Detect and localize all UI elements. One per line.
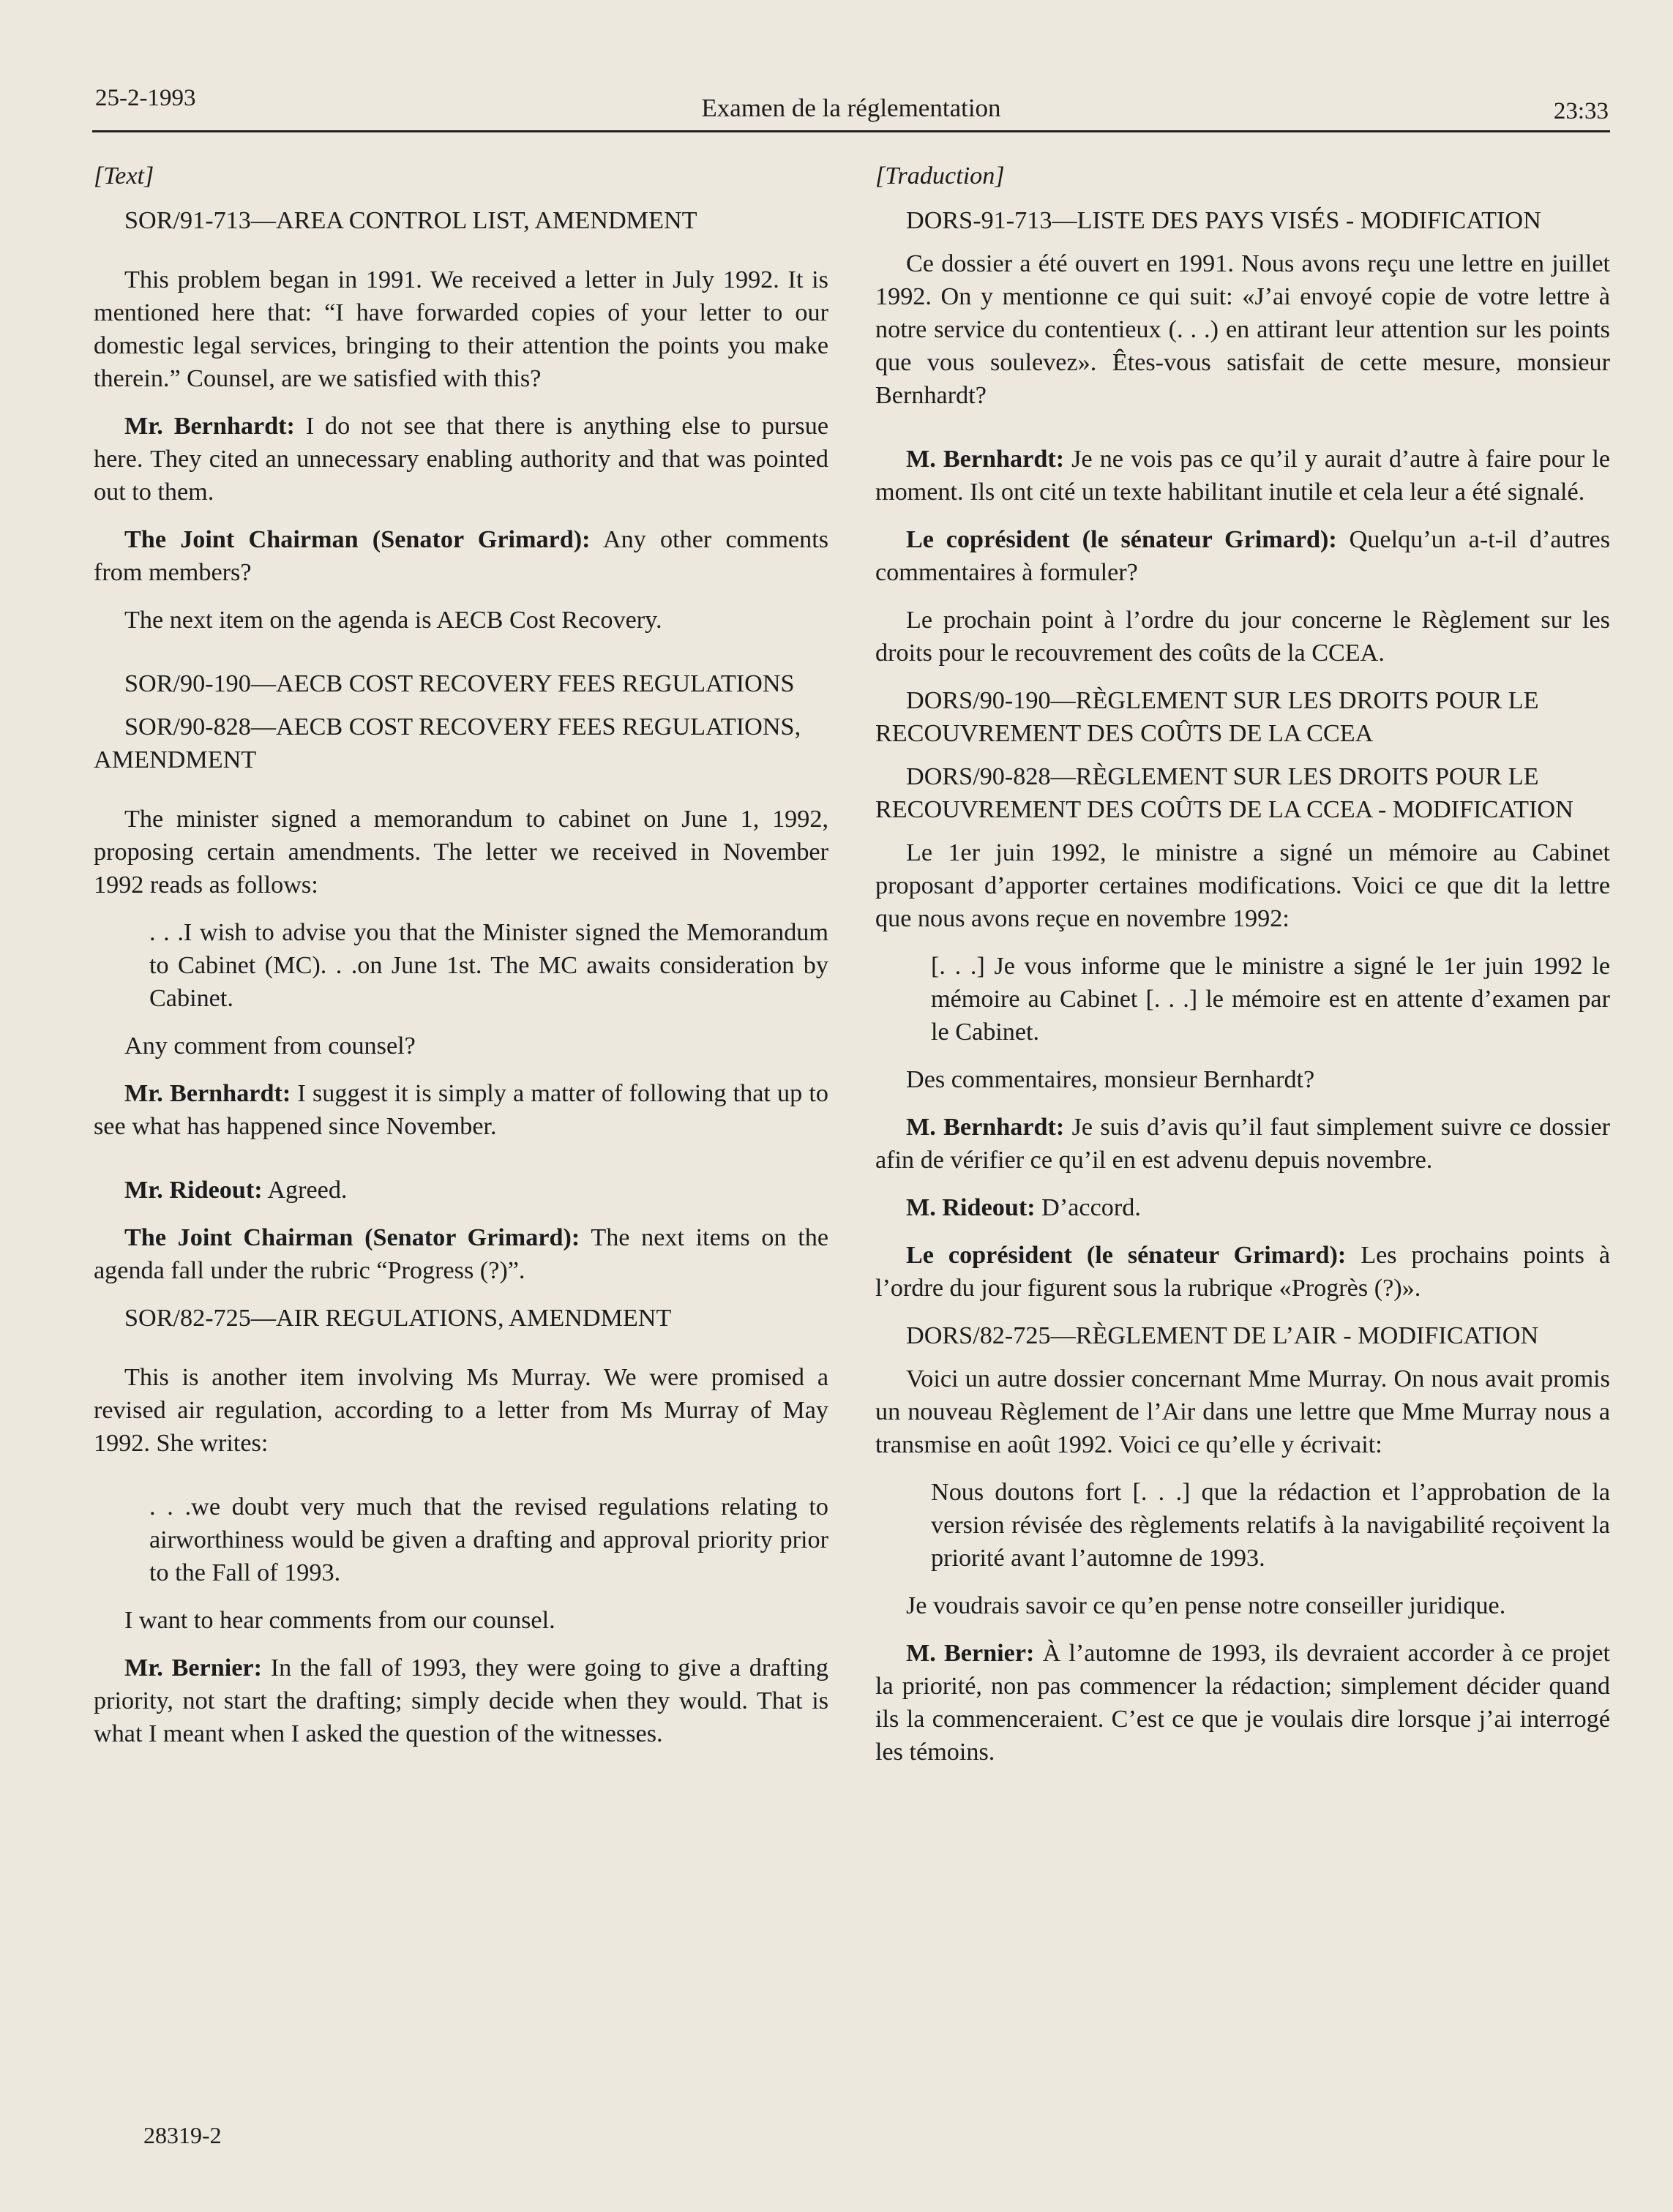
speaker-name: Mr. Bernhardt: (124, 1080, 291, 1107)
header-page-number: 23:33 (1553, 98, 1609, 124)
paragraph (875, 1637, 1610, 1769)
section-heading: SOR/90-828—AECB COST RECOVERY FEES REGULATIONS, AMENDMENT (94, 713, 801, 773)
section-heading: DORS/90-828—RÈGLEMENT SUR LES DROITS POUR LE RECOUVREMENT DES COÛTS DE LA CCEA - MODIFICATION (875, 763, 1573, 823)
text-tag: [Text] (94, 162, 154, 190)
paragraph: Le prochain point à l’ordre du jour concerne le Règlement sur les droits pour le recouvrement des coûts de la CCEA. (875, 607, 1610, 667)
speaker-name: M. Rideout: (906, 1194, 1036, 1221)
section-heading: DORS/90-190—RÈGLEMENT SUR LES DROITS POUR LE RECOUVREMENT DES COÛTS DE LA CCEA (875, 687, 1539, 747)
speech-text: Any other comments from members? (94, 526, 829, 586)
speaker-name: M. Bernhardt: (906, 1114, 1065, 1141)
paragraph: The next item on the agenda is AECB Cost Recovery. (124, 607, 662, 634)
speech-text: I suggest it is simply a matter of following that up to see what has happened since November. (94, 1080, 829, 1140)
paragraph (94, 410, 828, 509)
paragraph (875, 1191, 1610, 1224)
paragraph (94, 1651, 828, 1750)
speaker-name: Mr. Rideout: (124, 1177, 263, 1204)
paragraph: Je voudrais savoir ce qu’en pense notre conseiller juridique. (906, 1592, 1506, 1619)
speaker-name: The Joint Chairman (Senator Grimard): (124, 1224, 580, 1251)
speaker-name: The Joint Chairman (Senator Grimard): (124, 526, 591, 553)
speech-text: À l’automne de 1993, ils devraient accorder à ce projet la priorité, non pas commencer la rédaction; simplement décider quand ils la commenceraient. C’est ce que je voulais dire lorsque j’ai interrogé les témoins. (875, 1640, 1610, 1766)
block-quote: . . .we doubt very much that the revised regulations relating to airworthiness would be given a drafting and approval priority prior to the Fall of 1993. (149, 1493, 828, 1586)
paragraph (94, 1077, 828, 1143)
speaker-name: Mr. Bernhardt: (124, 413, 295, 440)
speaker-name: M. Bernhardt: (906, 446, 1065, 473)
paragraph: Ce dossier a été ouvert en 1991. Nous avons reçu une lettre en juillet 1992. On y mentionne ce qui suit: «J’ai envoyé copie de votre lettre à notre service du contentieux (. . .) en attirant leur attention sur les points que vous soulevez». Êtes-vous satisfait de cette mesure, monsieur Bernhardt? (875, 250, 1610, 409)
speaker-name: Le coprésident (le sénateur Grimard): (906, 1242, 1347, 1269)
paragraph (875, 443, 1610, 509)
section-heading: SOR/91-713—AREA CONTROL LIST, AMENDMENT (124, 207, 697, 234)
speech-text: D’accord. (1035, 1194, 1141, 1221)
speech-text: Les prochains points à l’ordre du jour figurent sous la rubrique «Progrès (?)». (875, 1242, 1610, 1302)
header-date: 25-2-1993 (95, 85, 196, 111)
block-quote: [. . .] Je vous informe que le ministre a signé le 1er juin 1992 le mémoire au Cabinet [. . .] le mémoire est en attente d’examen par le Cabinet. (931, 953, 1610, 1046)
paragraph (875, 1239, 1610, 1305)
english-column (94, 160, 828, 1765)
block-quote: Nous doutons fort [. . .] que la rédaction et l’approbation de la version révisée des règlements relatifs à la navigabilité reçoivent la priorité avant l’automne de 1993. (931, 1479, 1610, 1572)
paragraph (94, 1221, 828, 1287)
speech-text: I do not see that there is anything else to pursue here. They cited an unnecessary enabling authority and that was pointed out to them. (94, 413, 828, 506)
paragraph (875, 1111, 1610, 1177)
section-heading: SOR/82-725—AIR REGULATIONS, AMENDMENT (124, 1305, 672, 1332)
paragraph (875, 523, 1610, 589)
header-title: Examen de la réglementation (701, 94, 1001, 122)
paragraph: I want to hear comments from our counsel. (124, 1607, 555, 1634)
section-heading: DORS-91-713—LISTE DES PAYS VISÉS - MODIFICATION (906, 207, 1541, 234)
block-quote: . . .I wish to advise you that the Minister signed the Memorandum to Cabinet (MC). . .on June 1st. The MC awaits consideration by Cabinet. (149, 919, 828, 1012)
paragraph: This is another item involving Ms Murray. We were promised a revised air regulation, according to a letter from Ms Murray of May 1992. She writes: (94, 1364, 828, 1457)
page-header (92, 82, 1610, 132)
paragraph: Le 1er juin 1992, le ministre a signé un mémoire au Cabinet proposant d’apporter certaines modifications. Voici ce que dit la lettre que nous avons reçue en novembre 1992: (875, 839, 1610, 932)
paragraph (94, 523, 828, 589)
paragraph: Any comment from counsel? (124, 1032, 416, 1060)
speaker-name: Le coprésident (le sénateur Grimard): (906, 526, 1337, 553)
speaker-name: Mr. Bernier: (124, 1654, 262, 1682)
section-heading: SOR/90-190—AECB COST RECOVERY FEES REGULATIONS (124, 670, 795, 697)
speech-text: Je ne vois pas ce qu’il y aurait d’autre à faire pour le moment. Ils ont cité un texte habilitant inutile et cela leur a été signalé. (875, 446, 1610, 506)
paragraph (94, 1174, 828, 1207)
section-heading: DORS/82-725—RÈGLEMENT DE L’AIR - MODIFICATION (906, 1322, 1539, 1349)
traduction-tag: [Traduction] (875, 162, 1005, 190)
paragraph: This problem began in 1991. We received a letter in July 1992. It is mentioned here that: “I have forwarded copies of your letter to our domestic legal services, bringing to their attention the points you make therein.” Counsel, are we satisfied with this? (94, 266, 828, 392)
paragraph: Voici un autre dossier concernant Mme Murray. On nous avait promis un nouveau Règlement de l’Air dans une lettre que Mme Murray nous a transmise en août 1992. Voici ce qu’elle y écrivait: (875, 1365, 1610, 1458)
speech-text: The next items on the agenda fall under the rubric “Progress (?)”. (94, 1224, 828, 1284)
speaker-name: M. Bernier: (906, 1640, 1035, 1667)
speech-text: Je suis d’avis qu’il faut simplement suivre ce dossier afin de vérifier ce qu’il en est advenu depuis novembre. (875, 1114, 1611, 1174)
speech-text: Quelqu’un a-t-il d’autres commentaires à formuler? (875, 526, 1611, 586)
speech-text: Agreed. (262, 1177, 348, 1204)
french-column (875, 160, 1610, 1783)
paragraph: The minister signed a memorandum to cabinet on June 1, 1992, proposing certain amendments. The letter we received in November 1992 reads as follows: (94, 806, 828, 899)
paragraph: Des commentaires, monsieur Bernhardt? (906, 1066, 1315, 1093)
speech-text: In the fall of 1993, they were going to give a drafting priority, not start the drafting; simply decide when they would. That is what I meant when I asked the question of the witnesses. (94, 1654, 828, 1747)
footer-code: 28319-2 (143, 2122, 222, 2148)
